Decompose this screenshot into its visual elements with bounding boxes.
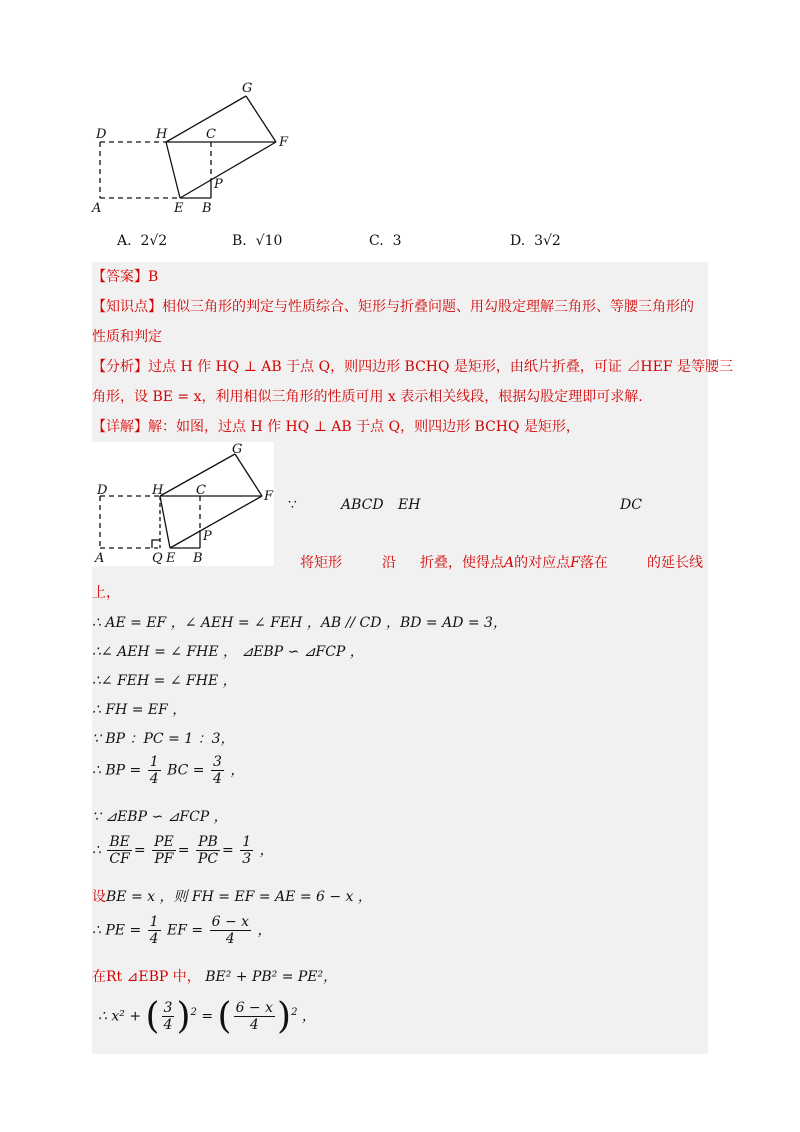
- step-12: ∴ x² + ( $\frac{3}{4}$ )$^2$ = ( $\frac{6 - x}{4}$ )$^2$ ，: [98, 996, 316, 1037]
- fig2-label-a: A: [95, 551, 105, 566]
- fraction: $\frac{PE}{PF}$: [154, 834, 174, 867]
- label-e: E: [174, 201, 184, 216]
- label-b: B: [202, 201, 212, 216]
- fraction: $\frac{1}{3}$: [242, 834, 252, 867]
- option-b: B. √10: [232, 233, 283, 249]
- label-a: A: [92, 201, 102, 216]
- side-eh: EH: [398, 497, 421, 513]
- analysis-line-1: 【分析】过点 H 作 HQ ⊥ AB 于点 Q，则四边形 BCHQ 是矩形，由纸片折叠，可证 ⊿HEF 是等腰三: [92, 359, 733, 375]
- step-3: ∴∠ FEH = ∠ FHE ，: [92, 673, 237, 689]
- step-5: ∵ BP ：PC = 1 ：3，: [92, 731, 235, 747]
- figure-rectangle-fold: [86, 78, 306, 220]
- side-abcd: ABCD: [341, 497, 384, 513]
- fig2-label-q: Q: [152, 551, 163, 566]
- fig2-label-h: H: [152, 483, 164, 498]
- option-d: D. 3√2: [510, 233, 561, 249]
- side-t3-group: 折叠，使得点A的对应点F落在: [420, 555, 608, 571]
- side-t6: 的延长线: [647, 555, 703, 571]
- analysis-line-2: 角形，设 BE = x，利用相似三角形的性质可用 x 表示相关线段，根据勾股定理即可求解.: [92, 389, 643, 405]
- side-because: ∵: [288, 497, 297, 513]
- option-c: C. 3: [369, 233, 402, 249]
- side-t2: 沿: [382, 555, 396, 571]
- label-c: C: [206, 127, 216, 142]
- figure-rectangle-fold-with-q: [92, 442, 274, 566]
- fraction: $\frac{PB}{PC}$: [197, 834, 219, 867]
- fraction: $\frac{BE}{CF}$: [109, 834, 130, 867]
- fraction: $\frac{6 - x}{4}$: [211, 914, 250, 947]
- fraction: $\frac{1}{4}$: [149, 754, 159, 787]
- side-t1: 将矩形: [300, 555, 342, 571]
- label-d: D: [96, 127, 107, 142]
- step-9: 设BE = x ，则 FH = EF = AE = 6 − x ，: [92, 889, 372, 905]
- fig2-label-b: B: [193, 551, 203, 566]
- detail-line-1: 【详解】解：如图，过点 H 作 HQ ⊥ AB 于点 Q，则四边形 BCHQ 是矩形，: [92, 419, 580, 435]
- fraction: $\frac{3}{4}$: [163, 1000, 173, 1033]
- fig2-label-f: F: [264, 489, 274, 504]
- fig2-label-e: E: [166, 551, 176, 566]
- step-8: ∴ $\frac{BE}{CF}$ = $\frac{PE}{PF}$ = $\frac{PB}{PC}$ = $\frac{1}{3}$ ，: [92, 834, 274, 867]
- fig2-label-d: D: [97, 483, 108, 498]
- label-g: G: [242, 81, 253, 96]
- answer-line: 【答案】B: [92, 269, 159, 285]
- label-p: P: [214, 177, 223, 192]
- side-dc: DC: [620, 497, 642, 513]
- label-f: F: [279, 135, 289, 150]
- fig2-label-c: C: [196, 483, 206, 498]
- step-11: 在Rt ⊿EBP 中， BE² + PB² = PE²，: [92, 969, 338, 985]
- step-6: ∴ BP = $\frac{1}{4}$ BC = $\frac{3}{4}$ ，: [92, 754, 245, 787]
- step-10: ∴ PE = $\frac{1}{4}$ EF = $\frac{6 - x}{4}$ ，: [92, 914, 272, 947]
- knowledge-line-1: 【知识点】相似三角形的判定与性质综合、矩形与折叠问题、用勾股定理解三角形、等腰三角形的: [92, 299, 694, 315]
- option-a: A. 2√2: [117, 233, 168, 249]
- step-2: ∴∠ AEH = ∠ FHE ， ⊿EBP ∽ ⊿FCP ，: [92, 644, 364, 660]
- fraction: $\frac{1}{4}$: [149, 914, 159, 947]
- step-1: ∴ AE = EF ，∠ AEH = ∠ FEH ，AB // CD ，BD = AD = 3，: [92, 615, 507, 631]
- fraction: $\frac{6 - x}{4}$: [235, 1000, 274, 1033]
- label-h: H: [156, 127, 168, 142]
- step-4: ∴ FH = EF ，: [92, 702, 187, 718]
- fig2-label-p: P: [203, 529, 212, 544]
- fraction: $\frac{3}{4}$: [212, 754, 222, 787]
- knowledge-line-2: 性质和判定: [92, 329, 162, 345]
- side-t7: 上，: [92, 585, 120, 601]
- step-7: ∵ ⊿EBP ∽ ⊿FCP ，: [92, 809, 228, 825]
- fig2-label-g: G: [232, 442, 243, 457]
